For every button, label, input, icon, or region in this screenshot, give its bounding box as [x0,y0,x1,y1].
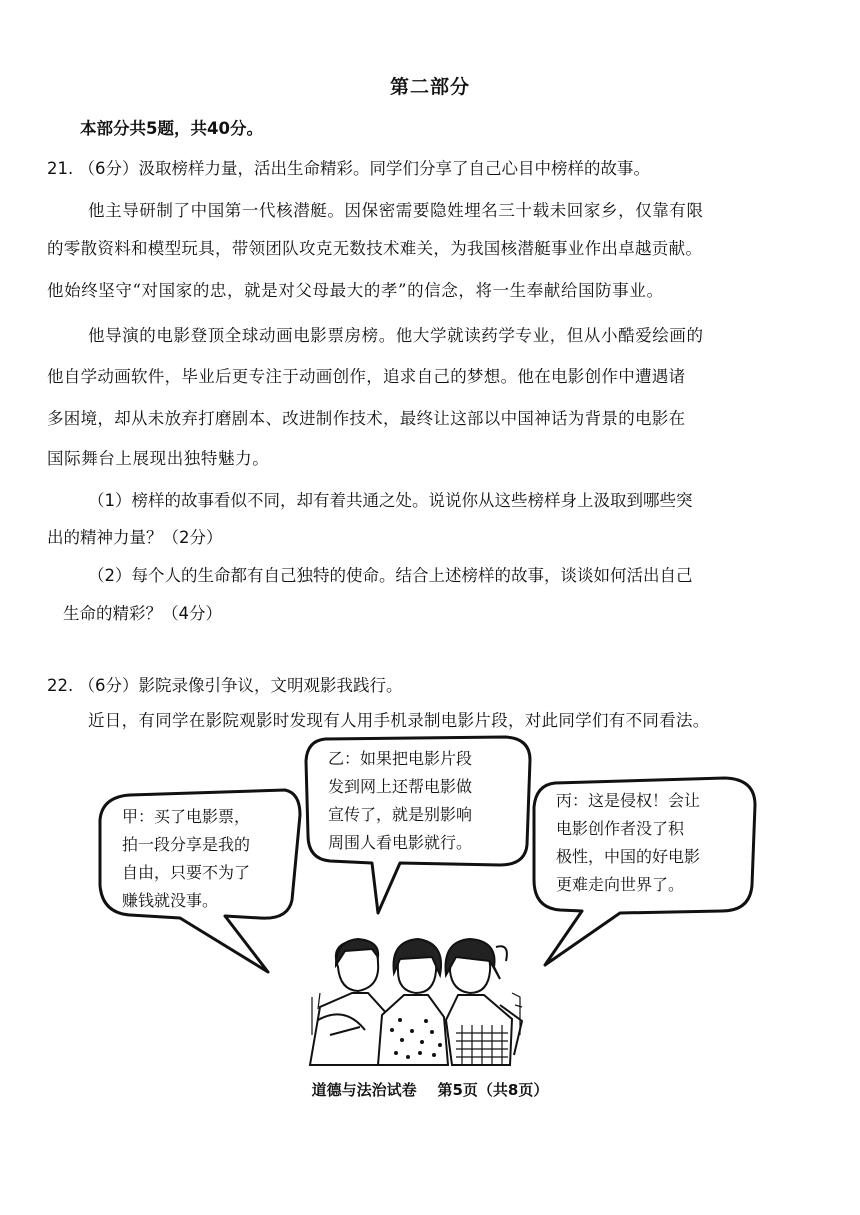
q21-story1-line: 的零散资料和模型玩具，带领团队攻克无数技术难关，为我国核潜艇事业作出卓越贡献。 [47,239,703,258]
students-illustration [310,939,522,1065]
q21-story2-line: 他自学动画软件，毕业后更专注于动画创作，追求自己的梦想。他在电影创作中遭遇诸 [47,367,686,386]
speech-bubble-illustration [0,735,860,1075]
speech-bubble-bing [556,787,700,899]
q21-sub1-line: 出的精神力量？（2分） [47,528,223,547]
q22-intro: 近日，有同学在影院观影时发现有人用手机录制电影片段，对此同学们有不同看法。 [88,711,710,730]
bubble-jia-line: 甲：买了电影票， [122,807,251,826]
q21-sub1-line: （1）榜样的故事看似不同，却有着共通之处。说说你从这些榜样身上汲取到哪些突 [88,491,693,510]
bubble-yi-line: 发到网上还帮电影做 [328,777,473,796]
bubble-bing-line: 电影创作者没了积 [556,819,685,838]
q21-title: 21. （6分）汲取榜样力量，活出生命精彩。同学们分享了自己心目中榜样的故事。 [47,159,650,178]
speech-bubble-jia [122,803,250,915]
bubble-bing-line: 丙：这是侵权！会让 [556,791,701,810]
q21-story2-line: 多困境，却从未放弃打磨剧本、改进制作技术，最终让这部以中国神话为背景的电影在 [47,409,686,428]
q21-story1-line: 他始终坚守“对国家的忠，就是对父母最大的孝”的信念，将一生奉献给国防事业。 [47,281,664,300]
q22-title: 22. （6分）影院录像引争议，文明观影我践行。 [47,676,403,695]
bubble-yi-line: 乙：如果把电影片段 [328,749,473,768]
page-footer: 道德与法治试卷 第5页（共8页） [311,1081,549,1099]
bubble-jia-line: 自由，只要不为了 [122,863,251,882]
bubble-jia-line: 赚钱就没事。 [122,891,219,910]
bubble-bing-line: 极性，中国的好电影 [556,847,701,866]
q21-story2-line: 他导演的电影登顶全球动画电影票房榜。他大学就读药学专业，但从小酷爱绘画的 [88,326,704,345]
speech-bubble-yi [328,745,472,857]
bubble-yi-line: 宣传了，就是别影响 [328,805,473,824]
q21-story1-line: 他主导研制了中国第一代核潜艇。因保密需要隐姓埋名三十载未回家乡，仅靠有限 [88,201,704,220]
bubble-bing-line: 更难走向世界了。 [556,875,685,894]
q21-sub2-line: （2）每个人的生命都有自己独特的使命。结合上述榜样的故事，谈谈如何活出自己 [88,566,693,585]
bubble-jia-line: 拍一段分享是我的 [122,835,251,854]
section-title: 第二部分 [389,76,470,98]
section-intro: 本部分共5题，共40分。 [80,119,263,138]
q21-story2-line: 国际舞台上展现出独特魅力。 [47,449,270,468]
q21-sub2-line: 生命的精彩？（4分） [63,604,222,623]
bubble-yi-line: 周围人看电影就行。 [328,833,473,852]
